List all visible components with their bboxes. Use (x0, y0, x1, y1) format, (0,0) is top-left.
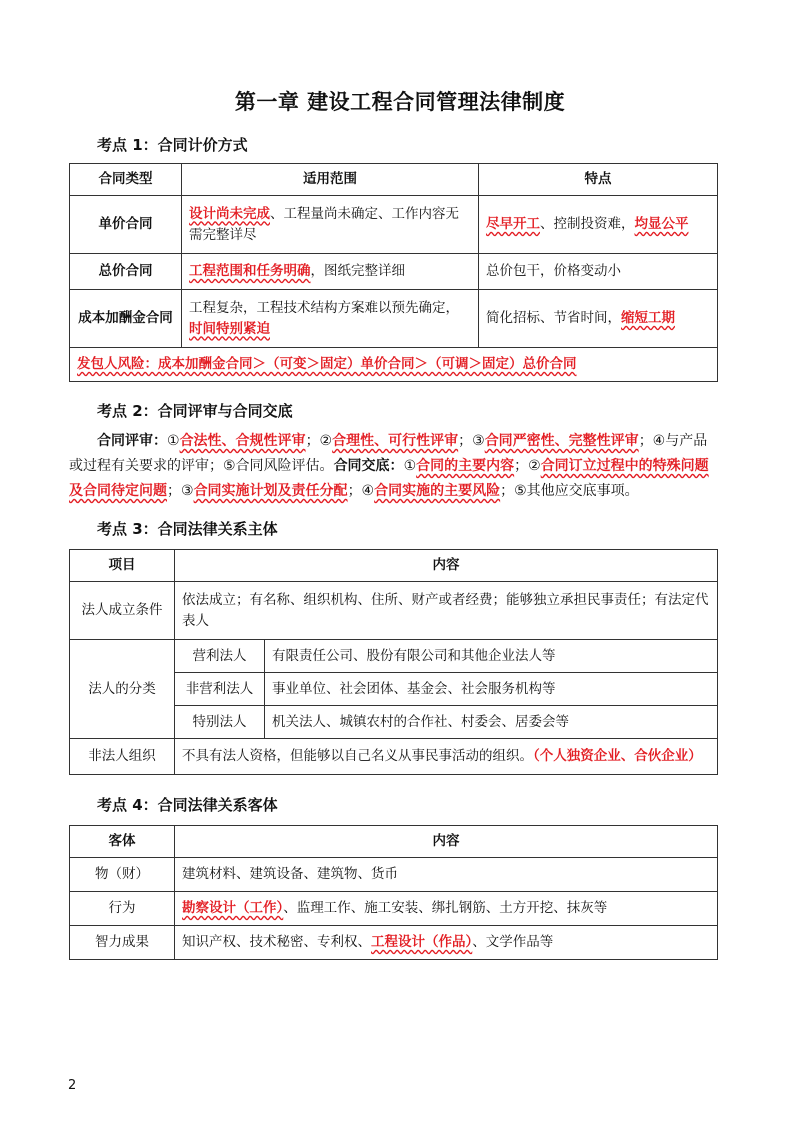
pricing-method-table (69, 163, 718, 382)
highlight-text: 时间特别紧迫 (189, 320, 270, 337)
text: ；② (305, 433, 333, 449)
highlight-text: 工程范围和任务明确 (189, 263, 311, 280)
highlight-text: 合法性、合规性评审 (179, 433, 306, 449)
text: 、监理工作、施工安装、绑扎钢筋、土方开挖、抹灰等 (283, 900, 608, 917)
highlight-text: 均显公平 (634, 216, 689, 233)
content-cell (175, 926, 718, 960)
scope-cell (182, 196, 479, 254)
highlight-text: 设计尚未完成 (189, 205, 270, 222)
header-content: 内容 (175, 550, 718, 582)
scope-cell (182, 290, 479, 348)
text: ；④ (347, 483, 375, 499)
highlight-text: 合同实施计划及责任分配 (193, 483, 348, 499)
item-cell: 物（财） (70, 858, 175, 892)
highlight-text: 缩短工期 (621, 310, 675, 327)
page-number: 2 (68, 1078, 77, 1093)
header-features: 特点 (479, 164, 718, 196)
table-row (70, 892, 718, 926)
header-contract-type: 合同类型 (70, 164, 182, 196)
header-object: 客体 (70, 826, 175, 858)
subtype-cell: 非营利法人 (175, 673, 265, 706)
item-cell: 行为 (70, 892, 175, 926)
header-content: 内容 (175, 826, 718, 858)
risk-text: 发包人风险：成本加酬金合同＞（可变＞固定）单价合同＞（可调＞固定）总价合同 (77, 356, 577, 373)
table-row (70, 196, 718, 254)
table-row (70, 290, 718, 348)
review-paragraph (69, 429, 717, 504)
section-4-heading: 考点 4：合同法律关系客体 (97, 796, 278, 814)
feature-cell (479, 290, 718, 348)
text: ① (403, 458, 417, 474)
section-2-heading: 考点 2：合同评审与合同交底 (97, 402, 293, 420)
subtype-cell: 营利法人 (175, 640, 265, 673)
subtype-cell: 特别法人 (175, 706, 265, 739)
text: ；④与产品或过程有关要求的评审；⑤合同风险评估。 (69, 433, 708, 474)
table-header-row (70, 826, 718, 858)
table-row (70, 254, 718, 290)
highlight-text: 勘察设计（工作） (182, 900, 284, 917)
content-cell: 事业单位、社会团体、基金会、社会服务机构等 (265, 673, 718, 706)
item-cell: 智力成果 (70, 926, 175, 960)
table-row (70, 640, 718, 673)
table-header-row (70, 550, 718, 582)
text: ① (167, 433, 180, 449)
table-row (70, 582, 718, 640)
highlight-text: 尽早开工 (486, 216, 540, 233)
feature-cell (479, 196, 718, 254)
content-cell: 机关法人、城镇农村的合作社、村委会、居委会等 (265, 706, 718, 739)
text: 简化招标、节省时间， (486, 310, 621, 327)
label: 合同评审： (97, 433, 167, 449)
legal-object-table (69, 825, 718, 960)
table-row (70, 926, 718, 960)
text: ；③ (458, 433, 485, 449)
text: ；③ (167, 483, 194, 499)
section-1-heading: 考点 1：合同计价方式 (97, 136, 248, 154)
type-cell: 单价合同 (70, 196, 182, 254)
highlight-text: 合同严密性、完整性评审 (484, 433, 639, 449)
text: ，图纸完整详细 (310, 263, 405, 280)
table-header-row (70, 164, 718, 196)
text: 不具有法人资格，但能够以自己名义从事民事活动的组织。 (182, 748, 533, 765)
text: ；⑤其他应交底事项。 (500, 483, 639, 499)
text: 、控制投资难， (540, 216, 635, 233)
chapter-title: 第一章 建设工程合同管理法律制度 (234, 90, 566, 114)
text: 、文学作品等 (472, 934, 554, 951)
label: 合同交底： (333, 458, 404, 474)
text: 工程复杂，工程技术结构方案难以预先确定， (189, 299, 459, 316)
type-cell: 成本加酬金合同 (70, 290, 182, 348)
content-cell: 建筑材料、建筑设备、建筑物、货币 (175, 858, 718, 892)
highlight-text: （个人独资企业、合伙企业） (533, 748, 702, 765)
item-cell: 法人的分类 (70, 640, 175, 739)
highlight-text: 合同订立过程中的特殊问题及合同待定问题 (69, 458, 709, 499)
item-cell: 法人成立条件 (70, 582, 175, 640)
highlight-text: 合同的主要内容 (416, 458, 515, 474)
header-scope: 适用范围 (182, 164, 479, 196)
content-cell: 有限责任公司、股份有限公司和其他企业法人等 (265, 640, 718, 673)
highlight-text: 合理性、可行性评审 (332, 433, 459, 449)
type-cell: 总价合同 (70, 254, 182, 290)
legal-subject-table (69, 549, 718, 775)
table-row (70, 858, 718, 892)
highlight-text: 合同实施的主要风险 (374, 483, 501, 499)
feature-cell: 总价包干，价格变动小 (479, 254, 718, 290)
content-cell (175, 739, 718, 775)
item-cell: 非法人组织 (70, 739, 175, 775)
risk-footer-row (70, 348, 718, 382)
highlight-text: 工程设计（作品） (371, 934, 473, 951)
risk-footer-cell (70, 348, 718, 382)
scope-cell (182, 254, 479, 290)
text: 知识产权、技术秘密、专利权、 (182, 934, 371, 951)
content-cell: 依法成立；有名称、组织机构、住所、财产或者经费；能够独立承担民事责任；有法定代表人 (175, 582, 718, 640)
content-cell (175, 892, 718, 926)
header-item: 项目 (70, 550, 175, 582)
text: ；② (514, 458, 541, 474)
text: 、工程量尚未确定、工作内容无需完整详尽 (189, 205, 459, 243)
table-row (70, 739, 718, 775)
section-3-heading: 考点 3：合同法律关系主体 (97, 520, 278, 538)
